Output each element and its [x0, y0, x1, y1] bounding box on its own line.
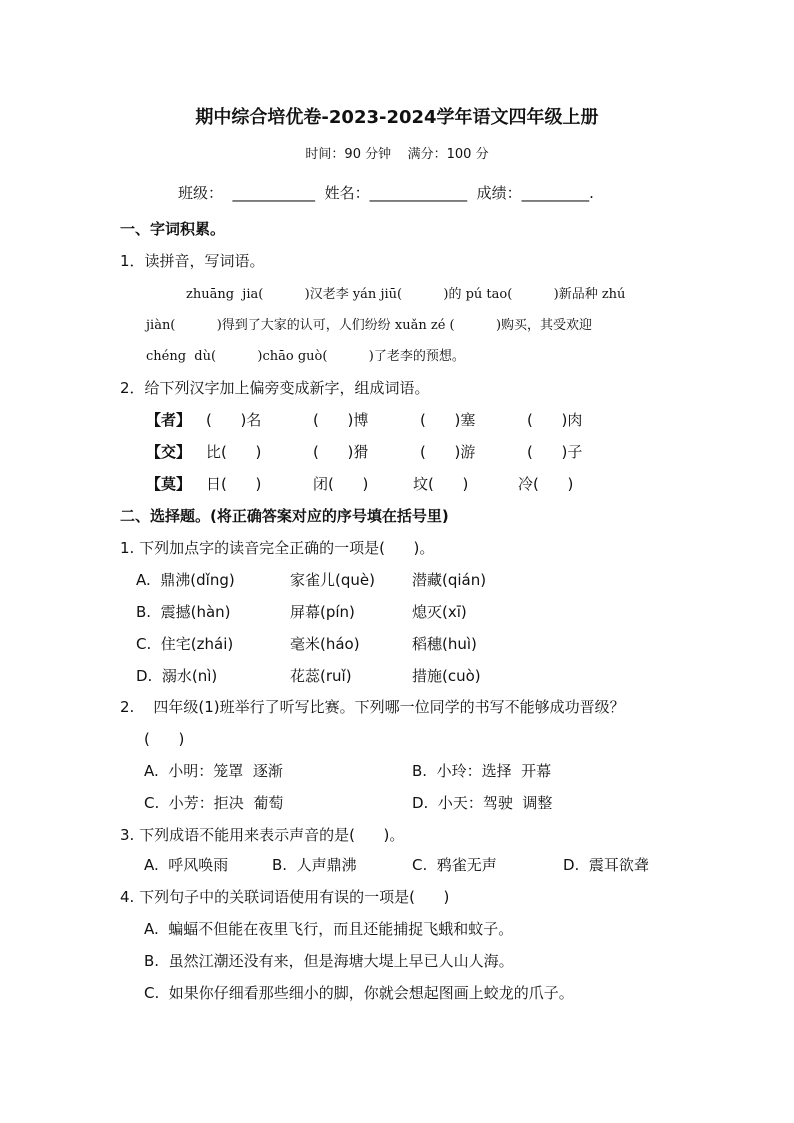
mc-q4-stem: 4. 下列句子中的关联词语使用有误的一项是( ) — [120, 888, 450, 906]
option-item: D. 溺水(nì) — [136, 667, 218, 685]
q2-prompt: 2．给下列汉字加上偏旁变成新字，组成词语。 — [120, 379, 430, 397]
option-item: A. 呼风唤雨 — [144, 856, 229, 874]
pinyin-line-2: jiàn( )得到了大家的认可，人们纷纷 xuǎn zé ( )购买，其受欢迎 — [146, 318, 593, 333]
option-item: 熄灭(xī) — [412, 603, 467, 621]
option-item: B. 人声鼎沸 — [272, 856, 357, 874]
option-item: C. 鸦雀无声 — [412, 856, 497, 874]
option-item: B. 虽然江潮还没有来，但是海塘大堤上早已人山人海。 — [144, 952, 514, 970]
page-title: 期中综合培优卷-2023-2024学年语文四年级上册 — [195, 107, 599, 128]
option-item: 花蕊(ruǐ) — [290, 667, 352, 685]
mc-q2-stem: 2. 四年级(1)班举行了听写比赛。下列哪一位同学的书写不能够成功晋级？ — [120, 698, 625, 716]
radical-cell: 坟( ) — [413, 475, 469, 493]
mc-q1-stem: 1. 下列加点字的读音完全正确的一项是( )。 — [120, 539, 435, 557]
option-item: D. 震耳欲聋 — [563, 856, 649, 874]
radical-cell: ( )肉 — [527, 411, 583, 429]
option-item: C. 住宅(zhái) — [136, 635, 234, 653]
pinyin-line-1: zhuāng jia( )汉老李 yán jiū( )的 pú tao( )新品种 zhú — [186, 287, 626, 302]
option-item: C. 小芳：拒决 葡萄 — [144, 794, 284, 812]
option-item: B. 震撼(hàn) — [136, 603, 231, 621]
mc-q3-stem: 3. 下列成语不能用来表示声音的是( )。 — [120, 826, 405, 844]
option-item: 屏幕(pín) — [290, 603, 355, 621]
option-item: 措施(cuò) — [412, 667, 481, 685]
radical-cell: ( )塞 — [420, 411, 476, 429]
section2-heading: 二、选择题。(将正确答案对应的序号填在括号里) — [120, 507, 449, 525]
option-item: 毫米(háo) — [290, 635, 360, 653]
radical-cell: ( )游 — [420, 443, 476, 461]
option-item: A. 鼎沸(dǐng) — [136, 571, 235, 589]
radical-cell: 闭( ) — [313, 475, 369, 493]
radical-cell: ( )猾 — [313, 443, 369, 461]
student-info-line: 班级： ___________ 姓名：_____________ 成绩：_________. — [178, 184, 594, 202]
option-item: 家雀儿(què) — [290, 571, 375, 589]
section1-heading: 一、字词积累。 — [120, 220, 226, 238]
pinyin-line-3: chéng dù( )chāo guò( )了老李的预想。 — [146, 349, 465, 364]
radical-cell: 冷( ) — [518, 475, 574, 493]
radical-cell: 日( ) — [206, 475, 262, 493]
option-item: 稻穗(huì) — [412, 635, 477, 653]
radical-cell: 比( ) — [206, 443, 262, 461]
option-item: A. 蝙蝠不但能在夜里飞行，而且还能捕捉飞蛾和蚊子。 — [144, 920, 514, 938]
option-item: B. 小玲：选择 开幕 — [412, 762, 552, 780]
radical-cell: ( )名 — [206, 411, 262, 429]
radical-label: 【交】 — [146, 443, 192, 461]
option-item: 潜藏(qián) — [412, 571, 487, 589]
radical-label: 【莫】 — [146, 475, 192, 493]
radical-label: 【者】 — [146, 411, 192, 429]
q1-prompt: 1．读拼音，写词语。 — [120, 252, 265, 270]
exam-time-score: 时间：90 分钟 满分：100 分 — [305, 147, 489, 162]
option-item: A. 小明：笼罩 逐渐 — [144, 762, 283, 780]
radical-cell: ( )博 — [313, 411, 369, 429]
option-item: C. 如果你仔细看那些细小的脚，你就会想起图画上蛟龙的爪子。 — [144, 984, 574, 1002]
radical-cell: ( )子 — [527, 443, 583, 461]
option-item: D. 小天：驾驶 调整 — [412, 794, 553, 812]
mc-q2-answer-blank: ( ) — [144, 730, 185, 748]
